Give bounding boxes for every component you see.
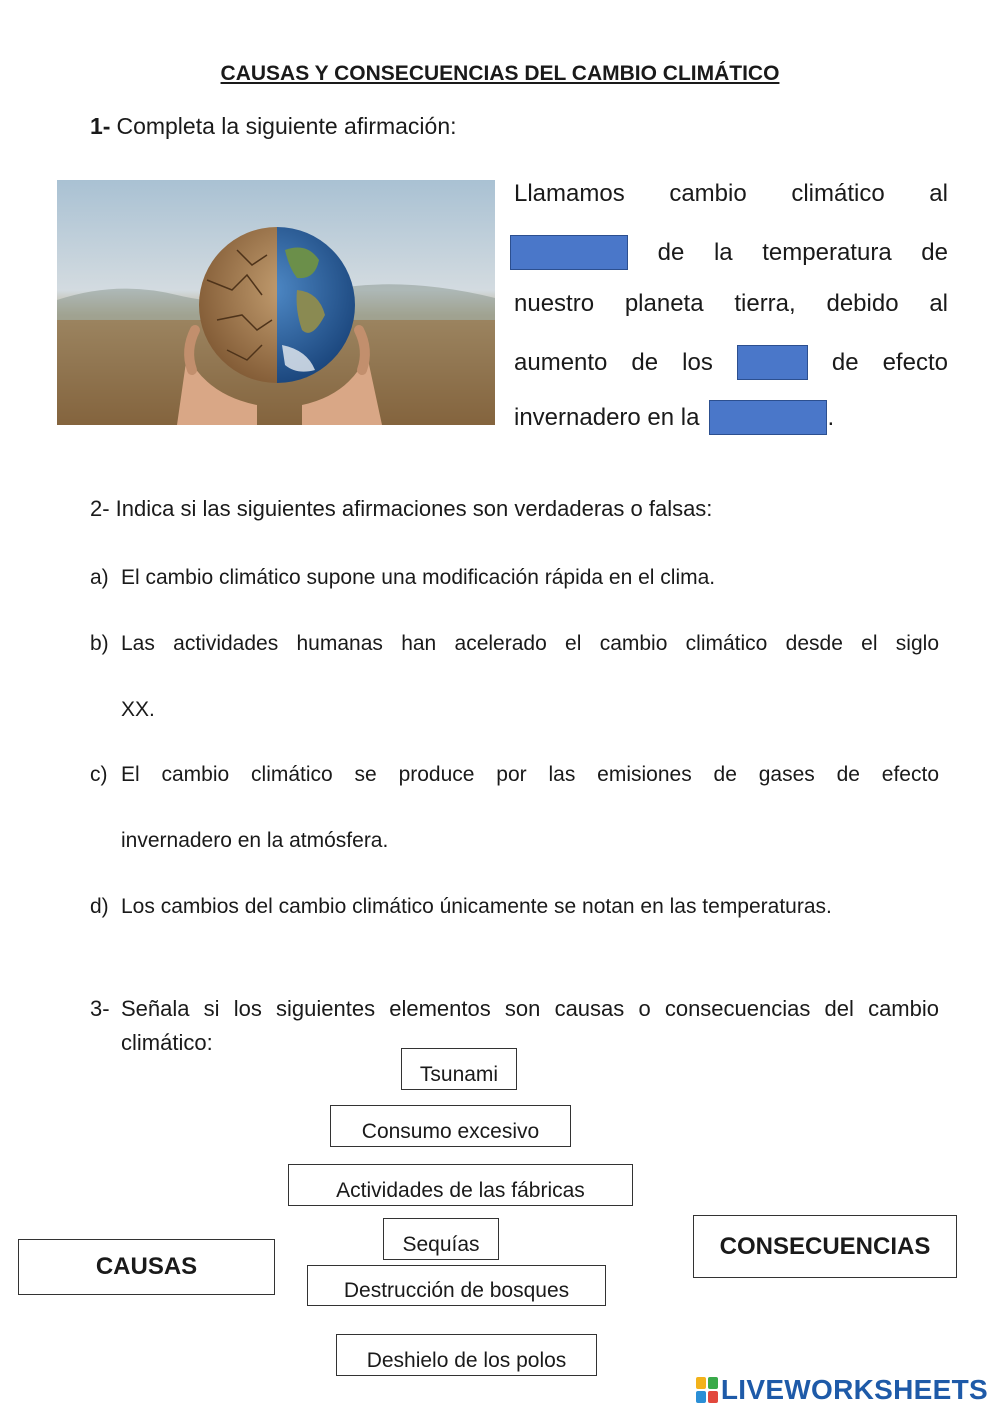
blank-answer-3[interactable] [709,400,827,435]
word: invernadero en la [514,403,700,431]
statement-label: b) [90,632,109,655]
word: los [682,348,713,376]
question-1-prompt [90,113,457,140]
word: nuestro [514,290,595,317]
question-3-text: Señala si los siguientes elementos son causas o consecuencias del cambio [121,996,939,1021]
question-3-text-continued: climático: [121,1030,213,1055]
word: al [929,290,948,317]
drag-card-destruccion-bosques[interactable]: Destrucción de bosques [307,1265,606,1306]
word: de [631,348,659,376]
statement-label: d) [90,895,109,918]
paragraph-line-5 [514,400,948,435]
paragraph-line-4 [514,345,948,380]
paragraph-line-2 [514,235,948,270]
word: cambio [669,180,747,207]
word: de [921,238,948,266]
liveworksheets-wordmark: LIVEWORKSHEETS [720,1374,988,1405]
statement-text: El cambio climático supone una modificación rápida en el clima. [121,566,716,589]
statement-text: Las actividades humanas han acelerado el cambio climático desde el siglo [121,632,939,655]
word: tierra, [734,290,796,317]
worksheet-title: CAUSAS Y CONSECUENCIAS DEL CAMBIO CLIMÁTICO [220,62,780,85]
word: aumento [514,348,608,376]
statement-text: Los cambios del cambio climático únicamente se notan en las temperaturas. [121,895,832,918]
earth-in-hands-image [57,180,495,425]
word: de [657,238,685,266]
word: planeta [624,290,704,317]
drag-card-deshielo-polos[interactable]: Deshielo de los polos [336,1334,597,1376]
statement-text: El cambio climático se produce por las emisiones de gases de efecto [121,763,939,786]
question-3-number: 3- [90,996,110,1021]
earth-photo-illustration [57,180,495,425]
word: climático [791,180,885,207]
word: efecto [882,348,948,376]
word: . [827,403,835,431]
drag-card-consumo-excesivo[interactable]: Consumo excesivo [330,1105,571,1147]
paragraph-line-3 [514,290,948,318]
blank-answer-1[interactable] [510,235,628,270]
liveworksheets-logo [696,1374,988,1406]
question-1-number: 1- [90,113,111,139]
statement-label: c) [90,763,108,786]
word: temperatura [762,238,892,266]
liveworksheets-mark-icon [696,1377,718,1403]
drop-target-consecuencias[interactable]: CONSECUENCIAS [693,1215,957,1278]
statement-text-continued: invernadero en la atmósfera. [121,829,389,852]
statement-label: a) [90,566,109,589]
statement-text-continued: XX. [121,698,155,721]
word: de [831,348,859,376]
word: Llamamos [514,180,625,207]
drop-target-causas[interactable]: CAUSAS [18,1239,275,1295]
question-2-prompt: 2- Indica si las siguientes afirmaciones son verdaderas o falsas: [90,496,713,521]
drag-card-sequias[interactable]: Sequías [383,1218,499,1260]
word: debido [826,290,899,317]
paragraph-line-1 [514,180,948,208]
drag-card-actividades-fabricas[interactable]: Actividades de las fábricas [288,1164,633,1206]
word: la [713,238,733,266]
blank-answer-2[interactable] [737,345,808,380]
question-1-text: Completa la siguiente afirmación: [116,113,457,139]
word: al [929,180,948,207]
drag-card-tsunami[interactable]: Tsunami [401,1048,517,1090]
